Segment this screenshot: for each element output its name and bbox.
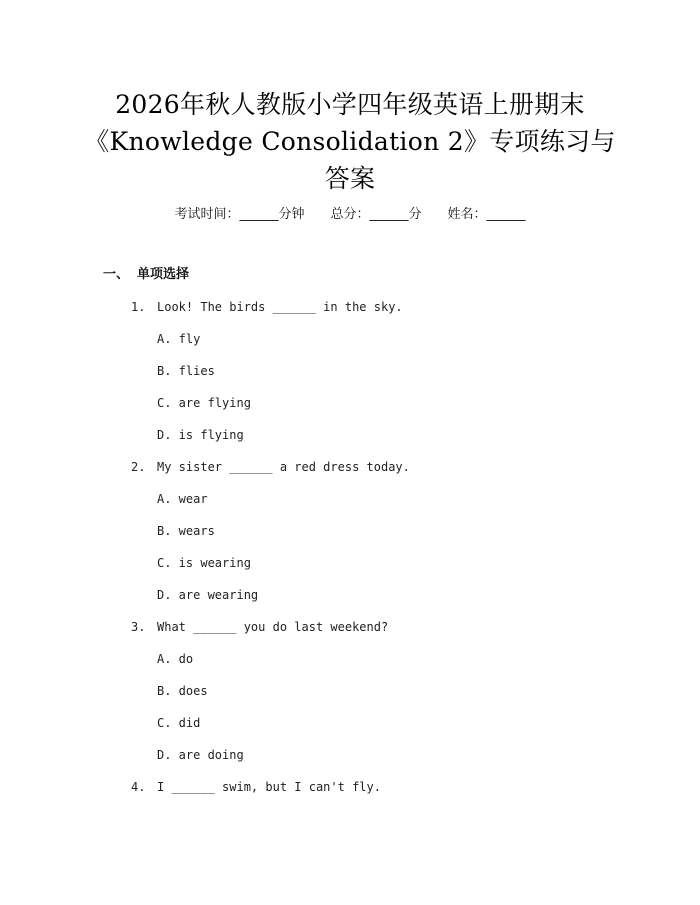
title-line-1: 2026年秋人教版小学四年级英语上册期末 bbox=[115, 90, 585, 119]
title-line-3: 答案 bbox=[324, 164, 376, 193]
document-title bbox=[40, 86, 660, 197]
answer-option: B. flies bbox=[157, 364, 215, 378]
question-list bbox=[0, 297, 700, 809]
question-text: My sister ______ a red dress today. bbox=[157, 460, 410, 474]
section-heading bbox=[103, 265, 189, 285]
question-item bbox=[0, 457, 700, 489]
answer-option: B. wears bbox=[157, 524, 215, 538]
question-item bbox=[0, 297, 700, 329]
answer-option: C. are flying bbox=[157, 396, 251, 410]
question-text: Look! The birds ______ in the sky. bbox=[157, 300, 403, 314]
student-name-field: 姓名：______ bbox=[447, 207, 526, 222]
answer-option: A. fly bbox=[157, 332, 201, 346]
question-item bbox=[0, 777, 700, 809]
answer-option: A. do bbox=[157, 652, 194, 666]
question-text: I ______ swim, but I can't fly. bbox=[157, 780, 381, 794]
answer-option: D. is flying bbox=[157, 428, 244, 442]
answer-option: D. are doing bbox=[157, 748, 244, 762]
section-title: 单项选择 bbox=[137, 267, 190, 282]
answer-option: D. are wearing bbox=[157, 588, 259, 602]
exam-time-field: 考试时间：______分钟 bbox=[174, 207, 305, 222]
question-item bbox=[0, 617, 700, 649]
question-number: 1. bbox=[131, 300, 146, 314]
question-text: What ______ you do last weekend? bbox=[157, 620, 389, 634]
total-score-field: 总分：______分 bbox=[330, 207, 422, 222]
section-number: 一、 bbox=[103, 267, 130, 282]
question-number: 4. bbox=[131, 780, 146, 794]
answer-option: C. did bbox=[157, 716, 201, 730]
answer-option: C. is wearing bbox=[157, 556, 251, 570]
answer-option: B. does bbox=[157, 684, 208, 698]
title-line-2: 《Knowledge Consolidation 2》专项练习与 bbox=[84, 127, 616, 156]
exam-info-line bbox=[0, 205, 700, 225]
question-number: 3. bbox=[131, 620, 146, 634]
answer-option: A. wear bbox=[157, 492, 208, 506]
question-number: 2. bbox=[131, 460, 146, 474]
